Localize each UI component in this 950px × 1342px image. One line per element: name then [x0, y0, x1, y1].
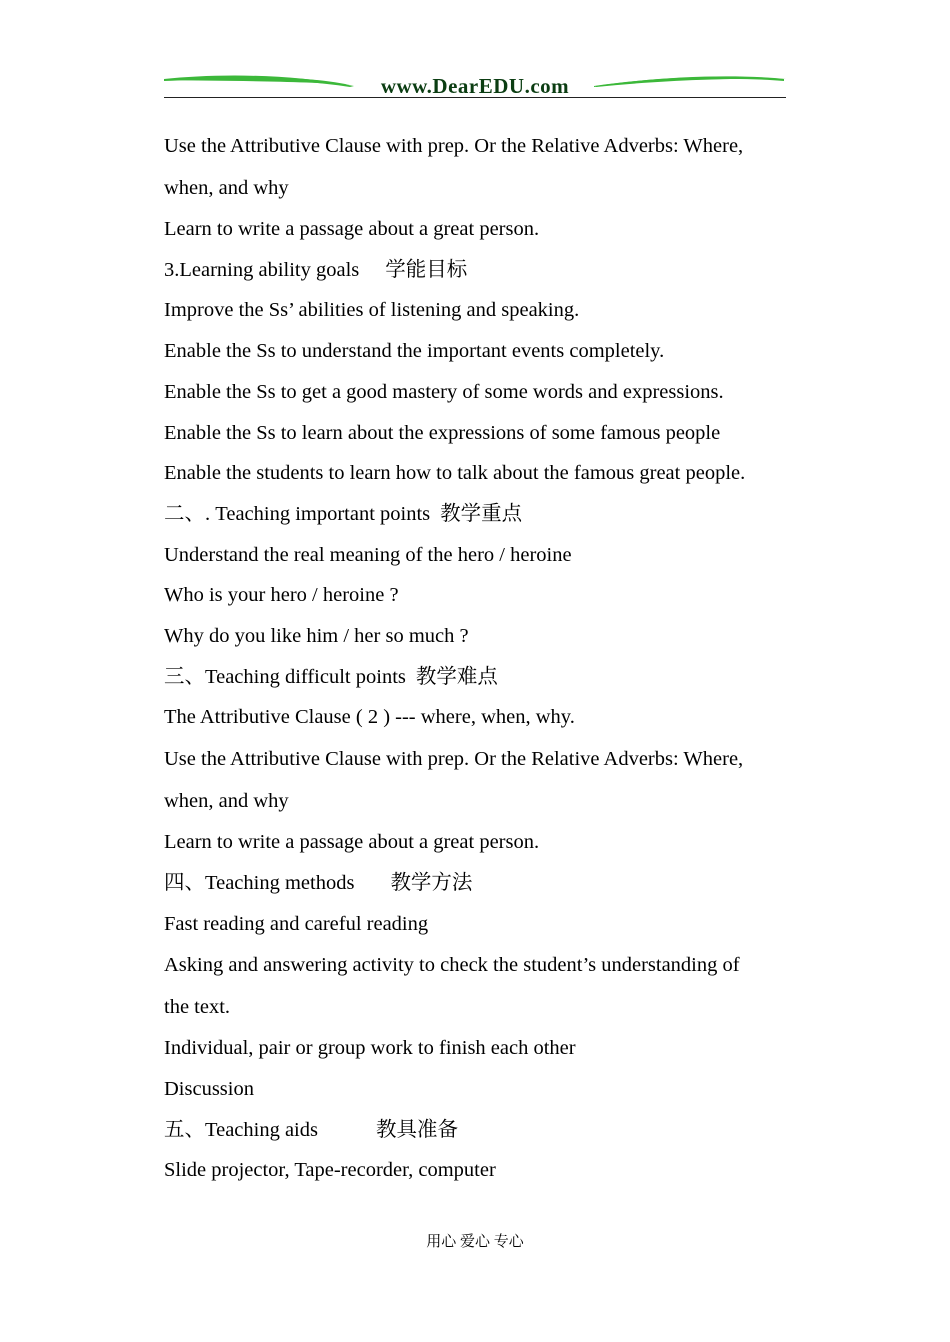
document-body — [164, 125, 794, 1191]
text-line: Enable the Ss to understand the important events completely. — [164, 340, 665, 363]
text-line: Improve the Ss’ abilities of listening and speaking. — [164, 299, 580, 322]
text-line: Slide projector, Tape-recorder, computer — [164, 1159, 496, 1182]
text-line: Enable the Ss to learn about the expressions of some famous people — [164, 421, 721, 444]
section-heading — [164, 657, 794, 698]
section-heading — [164, 494, 794, 535]
text-line: Understand the real meaning of the hero / heroine — [164, 543, 572, 566]
section-heading — [164, 1110, 794, 1151]
text-line: The Attributive Clause ( 2 ) --- where, when, why. — [164, 706, 575, 729]
section-heading — [164, 863, 794, 904]
heading-chinese: 教学难点 — [415, 665, 498, 688]
heading-chinese: 教学重点 — [440, 502, 523, 525]
heading-english: 五、Teaching aids — [164, 1118, 318, 1141]
heading-english: 二、. Teaching important points — [164, 502, 431, 525]
text-line: Individual, pair or group work to finish each other — [164, 1037, 576, 1060]
text-line: Discussion — [164, 1077, 254, 1100]
heading-chinese: 学能目标 — [385, 258, 468, 281]
text-span: Asking and answering activity to check the student’s understanding of — [164, 954, 740, 977]
heading-english: 3.Learning ability goals — [164, 258, 360, 281]
heading-chinese: 教具准备 — [375, 1118, 458, 1141]
section-heading — [164, 250, 794, 291]
text-line: Who is your hero / heroine ? — [164, 584, 399, 607]
text-line: Enable the students to learn how to talk about the famous great people. — [164, 462, 746, 485]
text-span: when, and why — [164, 177, 289, 199]
text-line — [164, 944, 794, 1028]
text-span: Use the Attributive Clause with prep. Or the Relative Adverbs: Where, — [164, 748, 744, 771]
heading-chinese: 教学方法 — [390, 871, 473, 894]
text-line: Learn to write a passage about a great person. — [164, 831, 540, 854]
heading-english: 四、Teaching methods — [164, 871, 355, 894]
text-span: Use the Attributive Clause with prep. Or the Relative Adverbs: Where, — [164, 135, 744, 157]
text-line — [164, 125, 794, 209]
header-rule — [164, 97, 786, 98]
text-line: Enable the Ss to get a good mastery of some words and expressions. — [164, 380, 724, 403]
page-footer: 用心 爱心 专心 — [426, 1234, 524, 1250]
heading-english: 三、Teaching difficult points — [164, 665, 406, 688]
text-line — [164, 738, 794, 822]
text-line: Learn to write a passage about a great person. — [164, 218, 540, 240]
site-logo-text: www.DearEDU.com — [380, 74, 570, 98]
text-span: the text. — [164, 996, 231, 1019]
text-line: Why do you like him / her so much ? — [164, 625, 469, 648]
text-line: Fast reading and careful reading — [164, 912, 429, 935]
page-header — [164, 70, 786, 100]
text-span: when, and why — [164, 790, 289, 813]
